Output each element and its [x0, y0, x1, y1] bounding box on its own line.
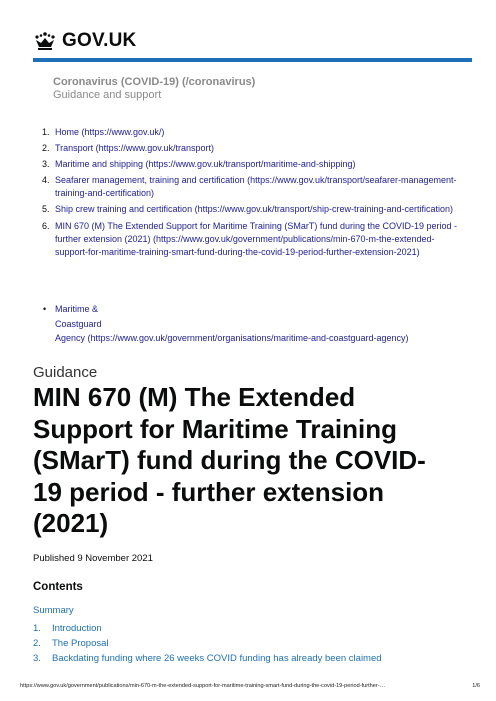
breadcrumb-item[interactable]: 2. Transport (https://www.gov.uk/transport): [42, 143, 215, 154]
document-type: Guidance: [33, 364, 98, 381]
contents-item[interactable]: 1. Introduction: [33, 623, 102, 634]
covid-banner[interactable]: [53, 76, 255, 102]
page-number: 1/6: [472, 683, 480, 689]
contents-item[interactable]: 3. Backdating funding where 26 weeks COVID funding has already been claimed: [33, 653, 382, 664]
covid-banner-subtitle: Guidance and support: [53, 89, 162, 101]
breadcrumb: [42, 126, 465, 262]
contents-item[interactable]: 2. The Proposal: [33, 638, 109, 649]
breadcrumb-item[interactable]: 6. MIN 670 (M) The Extended Support for Maritime Training (SMarT) fund during the COVID-19 period - further extension (2021) (https://www.gov.uk/government/publications/min-670-m-the-extended-support-for-maritime-training-smart-fund-during-the-covid-19-period-further-extension-2021): [42, 220, 457, 257]
covid-banner-title[interactable]: Coronavirus (COVID-19) (/coronavirus): [53, 76, 256, 88]
breadcrumb-item[interactable]: 5. Ship crew training and certification (https://www.gov.uk/transport/ship-crew-training-and-certification): [42, 204, 453, 215]
contents-summary-link[interactable]: Summary: [33, 605, 74, 616]
header-blue-bar: [33, 58, 472, 62]
govuk-logo-text[interactable]: GOV.UK: [62, 30, 137, 51]
govuk-header[interactable]: [33, 28, 136, 54]
page-title: MIN 670 (M) The Extended Support for Maritime Training (SMarT) fund during the COVID-19 period - further extension (2021): [33, 382, 426, 538]
breadcrumb-item[interactable]: 3. Maritime and shipping (https://www.gov.uk/transport/maritime-and-shipping): [42, 159, 356, 170]
breadcrumb-item[interactable]: 1. Home (https://www.gov.uk/): [42, 127, 165, 137]
organisation-link[interactable]: • Maritime & Coastguard Agency (https://www.gov.uk/government/organisations/maritime-and-coastguard-agency): [43, 304, 409, 343]
crown-icon: [33, 31, 57, 51]
published-date: Published 9 November 2021: [33, 553, 153, 564]
print-footer-url: https://www.gov.uk/government/publications/min-670-m-the-extended-support-for-maritime-training-smart-fund-during-the-covid-19-period-further-…: [20, 683, 386, 689]
contents-list: [33, 621, 473, 666]
contents-heading: Contents: [33, 581, 83, 593]
bullet: •: [43, 304, 47, 314]
breadcrumb-item[interactable]: 4. Seafarer management, training and certification (https://www.gov.uk/transport/seafarer-management-training-and-certification): [42, 175, 457, 199]
